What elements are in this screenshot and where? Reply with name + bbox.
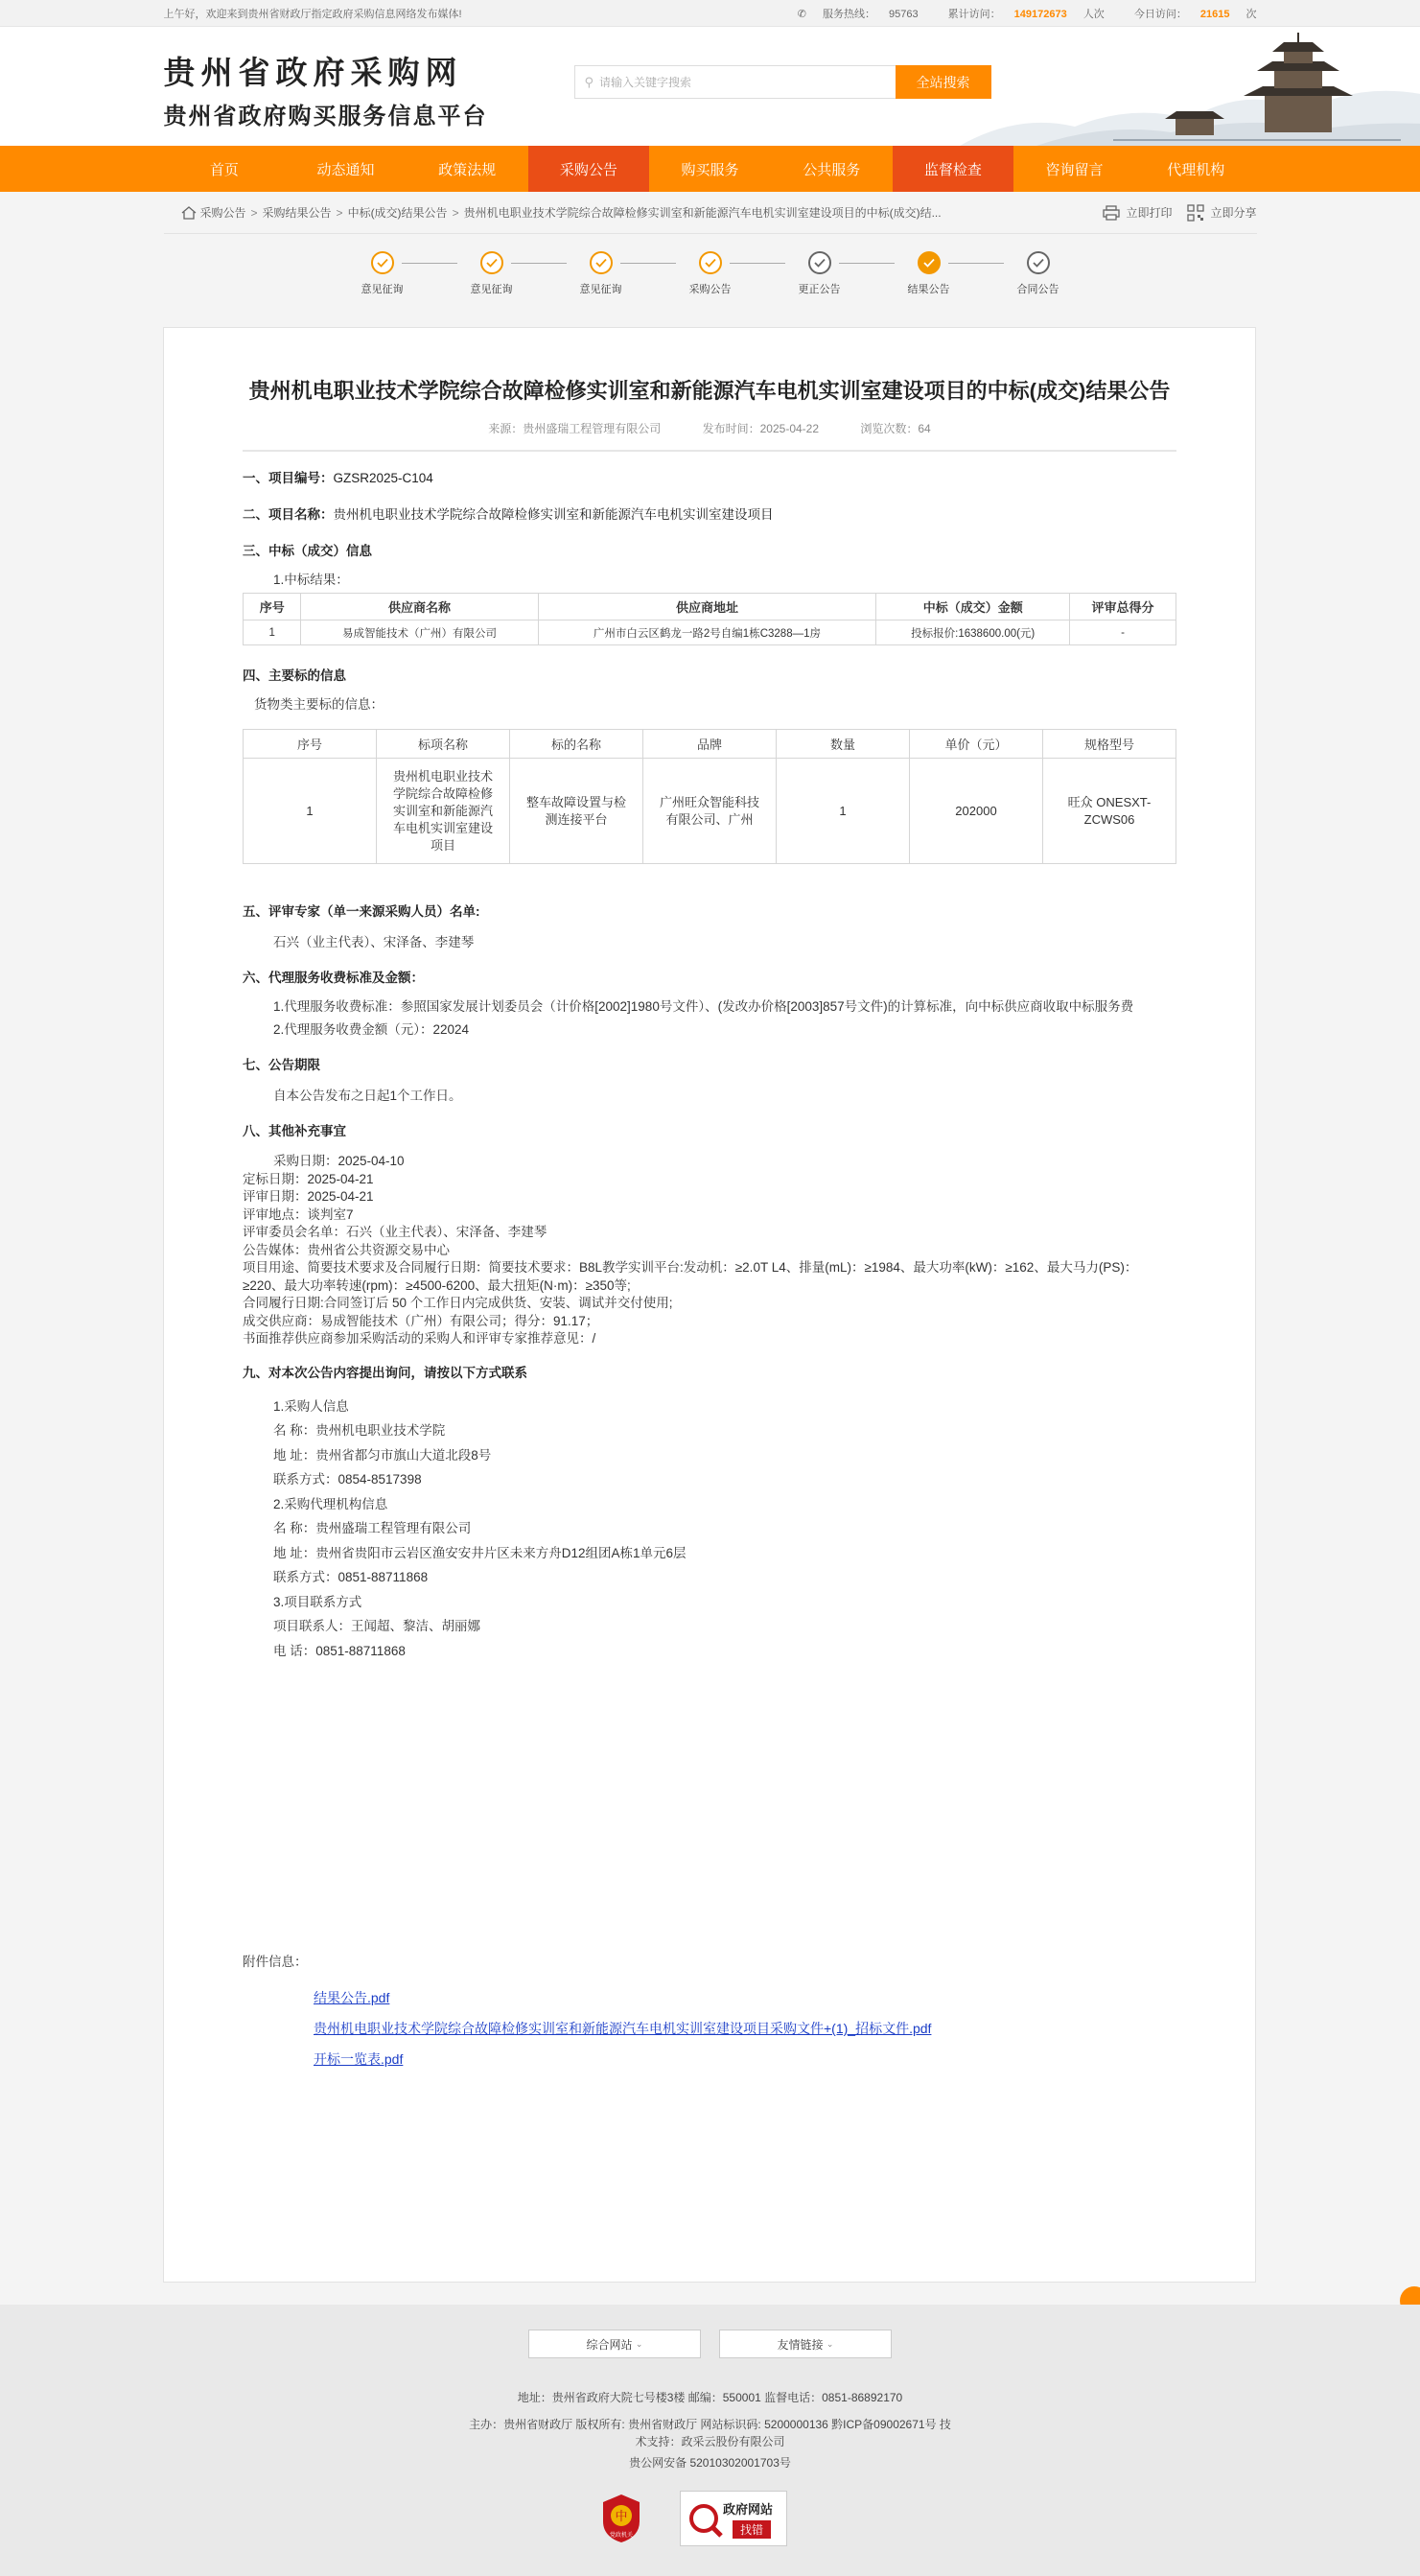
nav-procurement[interactable]: 采购公告 [528,146,650,192]
step-label: 结果公告 [907,284,950,295]
step-connector [620,263,676,264]
goods-info-label: 货物类主要标的信息： [254,697,384,712]
article-source: 来源：贵州盛瑞工程管理有限公司 [488,422,662,435]
print-label: 立即打印 [1126,206,1173,220]
period-text: 自本公告发布之日起1个工作日。 [273,1089,462,1103]
step-label: 意见征询 [470,284,513,295]
footer-address: 地址：贵州省政府大院七号楼3楼 邮编：550001 监督电话：0851-86892170 [517,2391,903,2404]
other-info [243,1153,1176,1348]
project-name-label: 二、项目名称： [243,507,334,522]
contact-line: 地 址：贵州省贵阳市云岩区渔安安井片区未来方舟D12组团A栋1单元6层 [273,1545,687,1560]
article-publish-date: 发布时间：2025-04-22 [702,422,820,435]
step-connector [839,263,895,264]
project-number [243,467,1176,486]
fee-standard: 1.代理服务收费标准：参照国家发展计划委员会（计价格[2002]1980号文件）、(发改办价格[2003]857号文件)的计算标准，向中标供应商收取中标服务费 [273,999,1134,1014]
nav-purchase-service[interactable]: 购买服务 [681,161,739,178]
goods-table-cell: 贵州机电职业技术学院综合故障检修实训室和新能源汽车电机实训室建设项目 [377,759,510,864]
contact-line: 3.项目联系方式 [273,1594,362,1609]
attachment-link[interactable]: 开标一览表.pdf [314,2051,404,2067]
goods-table [243,729,1176,864]
award-table-cell: 易成智能技术（广州）有限公司 [301,621,538,645]
nav-supervision[interactable]: 监督检查 [893,146,1014,192]
attachments-label: 附件信息： [243,1955,308,1969]
breadcrumb-item-award[interactable]: 中标(成交)结果公告 [347,206,448,220]
section-experts-heading: 五、评审专家（单一来源采购人员）名单: [243,904,480,919]
printer-icon [1103,205,1120,221]
other-line: 合同履行日期:合同签订后 50 个工作日内完成供货、安装、调试并交付使用; [243,1296,673,1310]
check-icon [1027,251,1050,274]
hotline-number: 95763 [889,9,919,20]
logo-subtitle: 贵州省政府购买服务信息平台 [163,102,488,129]
other-line: 成交供应商：易成智能技术（广州）有限公司；得分：91.17； [243,1313,599,1328]
section-contact-heading: 九、对本次公告内容提出询问，请按以下方式联系 [243,1365,527,1380]
party-gov-badge[interactable] [599,2493,643,2547]
other-line: 公告媒体：贵州省公共资源交易中心 [243,1242,450,1257]
article-title: 贵州机电职业技术学院综合故障检修实训室和新能源汽车电机实训室建设项目的中标(成交)结果公告 [248,379,1171,403]
pavilion-scenery-image [960,27,1420,146]
contact-line: 名 称：贵州机电职业技术学院 [273,1423,446,1438]
goods-table-cell: 整车故障设置与检测连接平台 [510,759,643,864]
nav-consult[interactable]: 咨询留言 [1045,161,1104,178]
contact-line: 1.采购人信息 [273,1398,349,1414]
step-label: 采购公告 [688,284,732,295]
footer-copyright: 主办：贵州省财政厅 版权所有: 贵州省财政厅 网站标识码: 5200000136 黔ICP备09002671号 技 [469,2418,951,2431]
section-period-heading: 七、公告期限 [243,1058,320,1072]
svg-text:中: 中 [615,2510,628,2524]
breadcrumb: 采购公告 > 采购结果公告 > 中标(成交)结果公告 > 贵州机电职业技术学院综合故障检修实训室和新能源汽车电机实训室建设项目的中标(成交)结... [164,204,1088,221]
check-icon [699,251,722,274]
step-label: 合同公告 [1016,284,1059,295]
step-1 [354,251,411,296]
other-line: 评审地点：谈判室7 [243,1206,354,1222]
step-label: 意见征询 [361,284,404,295]
top-bar [0,0,1420,27]
award-table-cell: 投标报价:1638600.00(元) [876,621,1070,645]
goods-table-header: 标项名称 [377,730,510,759]
fee-amount: 2.代理服务收费金额（元）：22024 [273,1022,470,1037]
goods-table-header: 规格型号 [1043,730,1176,759]
contact-line: 项目联系人：王闻超、黎洁、胡丽娜 [273,1619,480,1633]
site-header [0,27,1420,146]
contact-info [243,1394,1176,1664]
nav-home[interactable]: 首页 [209,161,239,178]
breadcrumb-item-procurement[interactable]: 采购公告 [199,206,246,220]
step-connector [402,263,457,264]
other-line: 评审委员会名单：石兴（业主代表）、宋泽备、李建琴 [243,1225,547,1239]
contact-line: 2.采购代理机构信息 [273,1496,388,1511]
total-visits: 149172673 [1013,9,1067,20]
footer-tech-support: 术支持：政采云股份有限公司 [635,2435,785,2448]
nav-news[interactable]: 动态通知 [316,161,375,178]
other-line: 项目用途、简要技术要求及合同履行日期：简要技术要求：B8L教学实训平台:发动机：≥2.0T L4、排量(mL)：≥1984、最大功率(kW)：≥162、最大马力(PS)：≥220、最大功率转速(rpm)：≥4500-6200、最大扭矩(N·m)：≥350等; [243,1260,1138,1293]
search-icon: ⚲ [584,74,594,89]
print-button[interactable] [1103,204,1172,221]
contact-line: 名 称：贵州盛瑞工程管理有限公司 [273,1521,472,1535]
award-table-header: 评审总得分 [1070,594,1176,621]
project-name-value: 贵州机电职业技术学院综合故障检修实训室和新能源汽车电机实训室建设项目 [333,507,774,522]
party-gov-badge-text: 党政机关 [609,2532,634,2539]
award-table-header: 供应商地址 [538,594,876,621]
award-result-label: 1.中标结果： [273,573,349,587]
step-label: 更正公告 [798,284,841,295]
qr-code-icon [1187,204,1204,222]
search-button[interactable]: 全站搜索 [896,65,991,99]
attachment-link[interactable]: 结果公告.pdf [314,1990,390,2005]
nav-public-service[interactable]: 公共服务 [803,161,861,178]
step-connector [948,263,1004,264]
friend-links-select[interactable] [719,2330,892,2358]
goods-table-header: 单价（元） [910,730,1043,759]
article-views: 浏览次数：64 [860,422,931,435]
award-table-header: 供应商名称 [301,594,538,621]
goods-table-header: 品牌 [643,730,777,759]
project-name [243,503,1176,523]
site-logo[interactable] [164,48,488,130]
logo-title: 贵州省政府采购网 [163,54,463,91]
process-steps [0,234,1420,330]
site-links-label: 综合网站 [586,2337,633,2352]
chevron-down-icon: ⌄ [635,2338,643,2349]
breadcrumb-bar [0,192,1420,234]
other-line: 书面推荐供应商参加采购活动的采购人和评审专家推荐意见：/ [243,1331,596,1346]
today-visits-unit: 次 [1245,9,1257,20]
main-nav [0,146,1420,192]
check-icon [371,251,394,274]
step-7 [1010,251,1067,296]
goods-table-header: 标的名称 [510,730,643,759]
breadcrumb-item-results[interactable]: 采购结果公告 [262,206,332,220]
article-card [163,327,1256,2283]
breadcrumb-item-current: 贵州机电职业技术学院综合故障检修实训室和新能源汽车电机实训室建设项目的中标(成交)结... [463,206,942,220]
attachment-link[interactable]: 贵州机电职业技术学院综合故障检修实训室和新能源汽车电机实训室建设项目采购文件+(1)_招标文件.pdf [314,2021,932,2036]
section-other-heading: 八、其他补充事宜 [243,1124,346,1138]
attachments-list [243,1988,1176,2069]
share-label: 立即分享 [1210,206,1257,220]
project-number-label: 一、项目编号： [243,471,334,485]
goods-table-cell: 广州旺众智能科技有限公司、广州 [643,759,777,864]
site-footer [0,2305,1420,2576]
section-fee-heading: 六、代理服务收费标准及金额： [243,971,424,985]
section-goods-heading: 四、主要标的信息 [243,668,346,683]
award-table [243,593,1176,645]
award-table-header: 序号 [244,594,301,621]
today-visits: 21615 [1199,9,1230,20]
step-label: 意见征询 [579,284,622,295]
other-line: 采购日期：2025-04-10 [273,1154,405,1168]
project-number-value: GZSR2025-C104 [333,471,433,485]
welcome-text: 上午好，欢迎来到贵州省财政厅指定政府采购信息网络发布媒体! [163,9,462,20]
check-icon [808,251,831,274]
goods-table-cell: 1 [244,759,377,864]
other-line: 评审日期：2025-04-21 [243,1189,374,1204]
step-connector [730,263,785,264]
step-5 [791,251,849,296]
search-bar [574,65,991,99]
award-table-cell: 1 [244,621,301,645]
chevron-down-icon: ⌄ [826,2338,834,2349]
award-table-cell: - [1070,621,1176,645]
other-line: 定标日期：2025-04-21 [243,1171,374,1186]
phone-icon: ✆ [797,9,806,20]
step-connector [511,263,567,264]
step-2 [463,251,521,296]
section-award-heading: 三、中标（成交）信息 [243,544,372,558]
check-icon [590,251,613,274]
footer-police-record: 贵公网安备 52010302001703号 [629,2456,791,2470]
goods-table-cell: 1 [777,759,910,864]
nav-policy[interactable]: 政策法规 [438,161,497,178]
step-3 [572,251,630,296]
gov-site-label: 政府网站 [723,2502,774,2517]
site-links-select[interactable] [528,2330,701,2358]
goods-table-cell: 202000 [910,759,1043,864]
step-6 [900,251,958,296]
award-table-cell: 广州市白云区鹤龙一路2号自编1栋C3288—1房 [538,621,876,645]
check-icon [480,251,503,274]
gov-site-error-badge[interactable] [680,2491,787,2546]
total-visits-label: 累计访问： [947,9,1001,20]
step-4 [682,251,739,296]
experts-list: 石兴（业主代表）、宋泽备、李建琴 [273,935,475,949]
site-stats [771,6,1257,21]
today-visits-label: 今日访问： [1133,9,1187,20]
home-icon[interactable] [181,206,197,220]
search-placeholder: 请输入关键字搜索 [599,76,692,89]
award-table-header: 中标（成交）金额 [876,594,1070,621]
friend-links-label: 友情链接 [777,2337,824,2352]
goods-table-cell: 旺众 ONESXT-ZCWS06 [1043,759,1176,864]
check-icon [918,251,941,274]
goods-table-header: 序号 [244,730,377,759]
contact-line: 地 址：贵州省都匀市旗山大道北段8号 [273,1447,492,1463]
article-meta [243,420,1176,452]
nav-agencies[interactable]: 代理机构 [1167,161,1225,178]
contact-line: 电 话：0851-88711868 [273,1643,406,1658]
find-error-label: 找错 [733,2520,771,2539]
goods-table-header: 数量 [777,730,910,759]
contact-line: 联系方式：0854-8517398 [273,1472,422,1487]
total-visits-unit: 人次 [1082,9,1105,20]
contact-line: 联系方式：0851-88711868 [273,1570,429,1584]
search-input[interactable] [574,65,896,99]
hotline-label: 服务热线： [823,9,875,20]
share-button[interactable] [1187,204,1256,222]
